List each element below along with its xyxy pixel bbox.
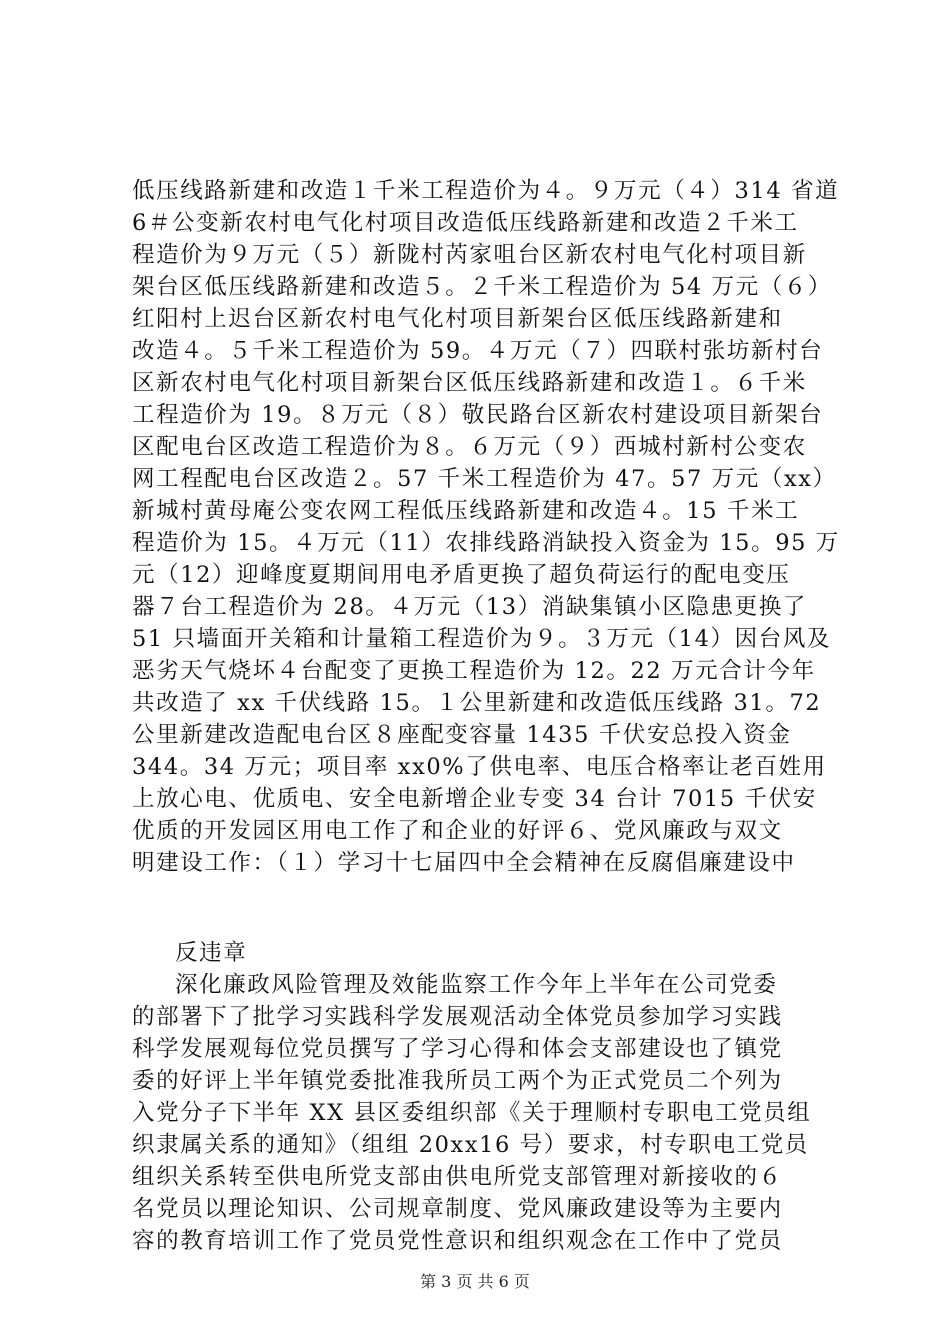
text-line: 入党分子下半年 XX 县区委组织部《关于理顺村专职电工党员组 bbox=[132, 1100, 812, 1126]
text-line: 织隶属关系的通知》（组组 20xx16 号）要求，村专职电工党员 bbox=[132, 1132, 809, 1158]
text-line: 红阳村上迟台区新农村电气化村项目新架台区低压线路新建和 bbox=[132, 306, 783, 332]
text-line: 恶劣天气烧坏４台配变了更换工程造价为 12。22 万元合计今年 bbox=[132, 658, 816, 684]
text-line: 网工程配电台区改造２。57 千米工程造价为 47。57 万元（xx） bbox=[132, 466, 837, 492]
text-line: 区新农村电气化村项目新架台区低压线路新建和改造１。６千米 bbox=[132, 370, 807, 396]
text-line: 优质的开发园区用电工作了和企业的好评６、党风廉政与双文 bbox=[132, 818, 783, 844]
text-line: 明建设工作：（１）学习十七届四中全会精神在反腐倡廉建设中 bbox=[132, 850, 796, 876]
text-line: 共改造了 xx 千伏线路 15。１公里新建和改造低压线路 31。72 bbox=[132, 690, 822, 716]
text-line: 器７台工程造价为 28。４万元（13）消缺集镇小区隐患更换了 bbox=[132, 594, 807, 620]
text-line: 名党员以理论知识、公司规章制度、党风廉政建设等为主要内 bbox=[132, 1196, 783, 1222]
text-line: 委的好评上半年镇党委批准我所员工两个为正式党员二个列为 bbox=[132, 1068, 783, 1094]
text-line: 程造价为 15。４万元（11）农排线路消缺投入资金为 15。95 万 bbox=[132, 530, 840, 556]
text-line: 程造价为９万元（５）新陇村芮家咀台区新农村电气化村项目新 bbox=[132, 242, 807, 268]
text-line: 的部署下了批学习实践科学发展观活动全体党员参加学习实践 bbox=[132, 1004, 783, 1030]
text-line: 区配电台区改造工程造价为８。６万元（９）西城村新村公变农 bbox=[132, 434, 807, 460]
text-line: 51 只墙面开关箱和计量箱工程造价为９。３万元（14）因台风及 bbox=[132, 626, 832, 652]
text-line: 工程造价为 19。８万元（８）敬民路台区新农村建设项目新架台 bbox=[132, 402, 824, 428]
text-line: 344。34 万元；项目率 xx0%了供电率、电压合格率让老百姓用 bbox=[132, 754, 827, 780]
text-line: 低压线路新建和改造１千米工程造价为４。９万元（４）314 省道 bbox=[132, 178, 840, 204]
text-line: 反违章 bbox=[175, 940, 248, 966]
text-line: 新城村黄母庵公变农网工程低压线路新建和改造４。15 千米工 bbox=[132, 498, 800, 524]
text-line: 改造４。５千米工程造价为 59。４万元（７）四联村张坊新村台 bbox=[132, 338, 824, 364]
text-line: 元（12）迎峰度夏期间用电矛盾更换了超负荷运行的配电变压 bbox=[132, 562, 791, 588]
text-line: 上放心电、优质电、安全电新增企业专变 34 台计 7015 千伏安 bbox=[132, 786, 817, 812]
text-line: 科学发展观每位党员撰写了学习心得和体会支部建设也了镇党 bbox=[132, 1036, 783, 1062]
text-line: 6＃公变新农村电气化村项目改造低压线路新建和改造２千米工 bbox=[132, 210, 799, 236]
text-line: 架台区低压线路新建和改造５。２千米工程造价为 54 万元（６） bbox=[132, 274, 833, 300]
text-line: 组织关系转至供电所党支部由供电所党支部管理对新接收的６ bbox=[132, 1164, 783, 1190]
text-line: 深化廉政风险管理及效能监察工作今年上半年在公司党委 bbox=[175, 972, 778, 998]
text-line: 容的教育培训工作了党员党性意识和组织观念在工作中了党员 bbox=[132, 1228, 783, 1254]
text-line: 公里新建改造配电台区８座配变容量 1435 千伏安总投入资金 bbox=[132, 722, 792, 748]
page-footer: 第 3 页 共 6 页 bbox=[420, 1272, 530, 1291]
